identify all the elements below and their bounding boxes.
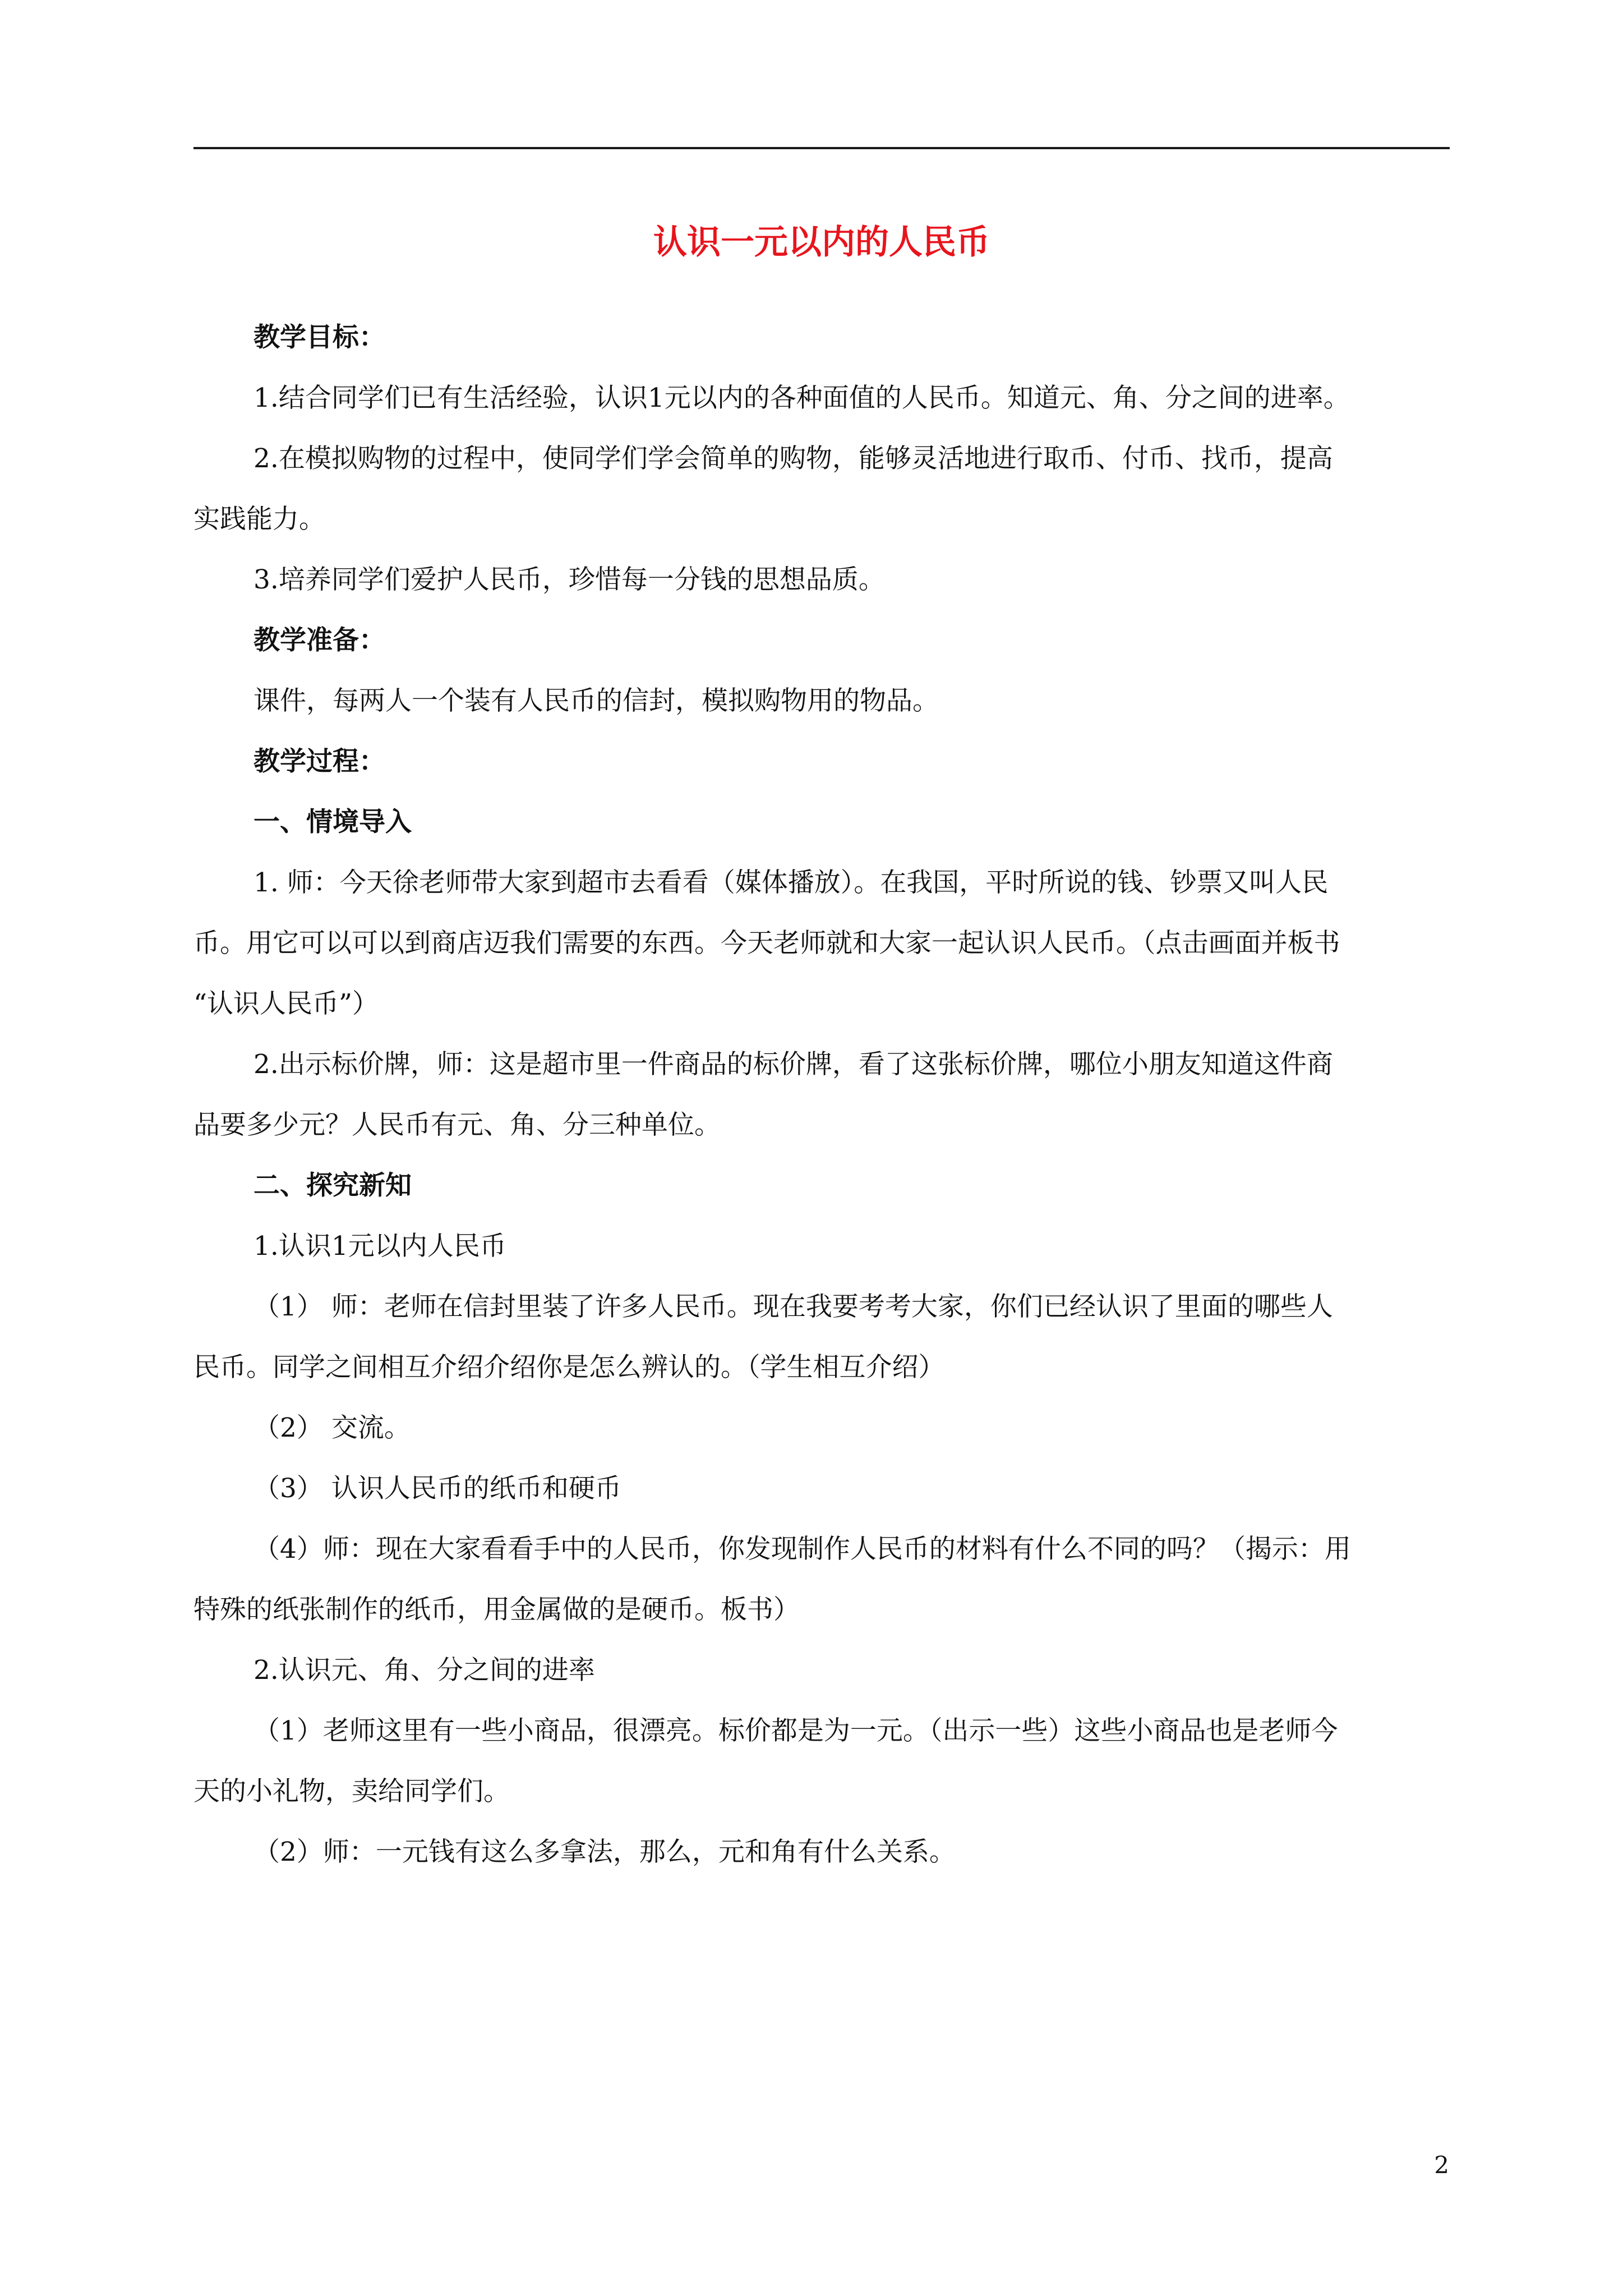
- body-text-line: （1） 师：老师在信封里装了许多人民币。现在我要考考大家，你们已经认识了里面的哪些人: [253, 1291, 1333, 1322]
- header-rule: [193, 147, 1450, 149]
- body-text-line: （3） 认识人民币的纸币和硬币: [253, 1473, 621, 1504]
- body-text-line: 2.在模拟购物的过程中，使同学们学会简单的购物，能够灵活地进行取币、付币、找币，提高: [253, 443, 1333, 474]
- body-text-line: （1）老师这里有一些小商品，很漂亮。标价都是为一元。（出示一些）这些小商品也是老师今: [253, 1715, 1338, 1746]
- body-text-line: 品要多少元？人民币有元、角、分三种单位。: [193, 1110, 721, 1140]
- body-text-line: 2.出示标价牌，师：这是超市里一件商品的标价牌，看了这张标价牌，哪位小朋友知道这件商: [253, 1049, 1333, 1080]
- body-text-line: 实践能力。: [193, 504, 325, 535]
- body-text-line: 1.认识1元以内人民币: [253, 1231, 506, 1262]
- page-number: 2: [1434, 2151, 1449, 2179]
- section-heading: 教学准备：: [253, 625, 385, 656]
- body-text-line: 课件，每两人一个装有人民币的信封，模拟购物用的物品。: [253, 685, 939, 716]
- body-text-line: 天的小礼物，卖给同学们。: [193, 1776, 510, 1807]
- body-text-line: 币。用它可以可以到商店迈我们需要的东西。今天老师就和大家一起认识人民币。（点击画面并板书: [193, 928, 1340, 959]
- section-heading: 教学目标：: [253, 322, 385, 353]
- section-heading: 二、探究新知: [253, 1170, 412, 1201]
- body-text-line: 特殊的纸张制作的纸币，用金属做的是硬币。板书）: [193, 1594, 800, 1625]
- section-heading: 教学过程：: [253, 746, 385, 777]
- section-heading: 一、情境导入: [253, 807, 412, 838]
- document-body: [193, 307, 1450, 1883]
- document-title: 认识一元以内的人民币: [653, 223, 990, 262]
- body-text-line: （2） 交流。: [253, 1412, 411, 1443]
- body-text-line: 2.认识元、角、分之间的进率: [253, 1655, 595, 1686]
- body-text-line: 3.培养同学们爱护人民币，珍惜每一分钱的思想品质。: [253, 564, 885, 595]
- body-text-line: 1.结合同学们已有生活经验，认识1元以内的各种面值的人民币。知道元、角、分之间的进率。: [253, 383, 1350, 413]
- body-text-line: 1. 师：今天徐老师带大家到超市去看看（媒体播放）。在我国，平时所说的钱、钞票又叫人民: [253, 867, 1329, 898]
- body-text-line: “认识人民币”）: [193, 988, 379, 1019]
- body-text-line: 民币。同学之间相互介绍介绍你是怎么辨认的。（学生相互介绍）: [193, 1352, 945, 1383]
- body-text-line: （4）师：现在大家看看手中的人民币，你发现制作人民币的材料有什么不同的吗？（揭示：用: [253, 1534, 1351, 1565]
- body-text-line: （2）师：一元钱有这么多拿法，那么，元和角有什么关系。: [253, 1837, 956, 1867]
